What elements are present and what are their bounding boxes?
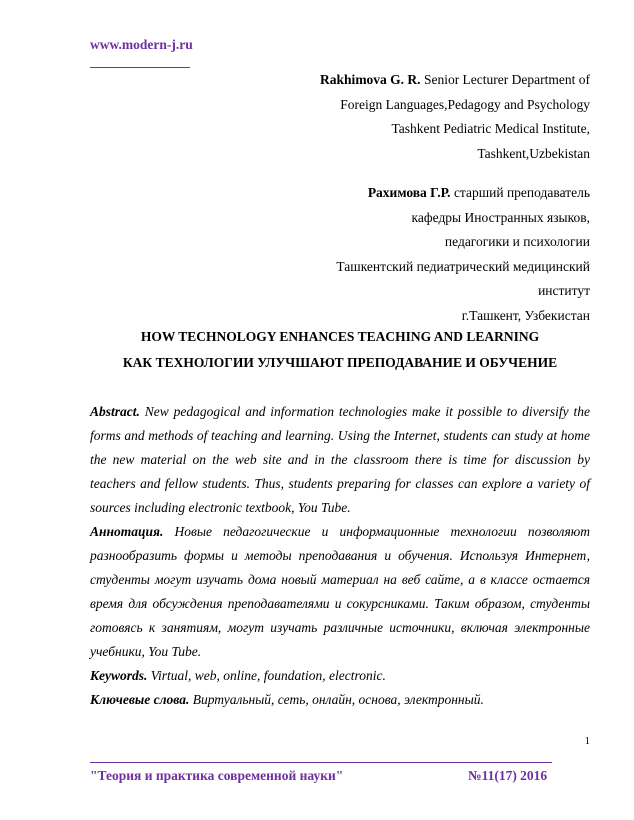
- affiliation-en-line1: [320, 68, 590, 93]
- abstract-ru: [90, 520, 590, 664]
- affiliation-ru-line6: г.Ташкент, Узбекистан: [461, 307, 590, 323]
- affiliation-ru-line2: кафедры Иностранных языков,: [411, 209, 590, 225]
- author-name-ru: Рахимова Г.Р.: [367, 185, 451, 200]
- page-number: 1: [584, 736, 590, 747]
- affiliation-en: [320, 68, 590, 166]
- site-url[interactable]: www.modern-j.ru: [90, 37, 193, 52]
- abstract-en-text: New pedagogical and information technologies make it possible to diversify the forms and methods of teaching and learning. Using the Internet, students can study at home the new material on the web site and in the classroom there is time for discussion by teachers and fellow students. Thus, students preparing for classes can explore a variety of sources including electronic textbook, You Tube.: [90, 404, 590, 515]
- keywords-en-text: Virtual, web, online, foundation, electronic.: [147, 668, 386, 683]
- abstract-ru-text: Новые педагогические и информационные технологии позволяют разнообразить формы и методы преподавания и обучения. Используя Интернет, студенты могут изучать дома новый материал на веб сайте, а в классе остается время для обсуждения преподавателями и сокурсниками. Таким образом, студенты готовясь к занятиям, могут изучать различные источники, включая электронные учебники, You Tube.: [90, 524, 590, 659]
- keywords-en-label: Keywords.: [90, 668, 148, 683]
- affiliation-ru: [336, 181, 590, 328]
- paper-title-en: HOW TECHNOLOGY ENHANCES TEACHING AND LEARNING: [140, 329, 540, 344]
- affiliation-en-line4: Tashkent,Uzbekistan: [477, 145, 590, 161]
- keywords-ru-text: Виртуальный, сеть, онлайн, основа, электронный.: [189, 692, 484, 707]
- author-name-en: Rakhimova G. R.: [320, 72, 421, 87]
- affiliation-ru-line5: институт: [538, 283, 590, 298]
- abstract-ru-label: Аннотация.: [90, 524, 164, 539]
- footer-rule: [90, 762, 552, 763]
- abstract-en-label: Abstract.: [90, 404, 140, 419]
- abstract-block: [90, 400, 590, 712]
- footer-journal-name: "Теория и практика современной науки": [90, 768, 344, 783]
- affiliation-ru-line4: Ташкентский педиатрический медицинский: [336, 258, 590, 274]
- paper-title-ru: КАК ТЕХНОЛОГИИ УЛУЧШАЮТ ПРЕПОДАВАНИЕ И ОБУЧЕНИЕ: [122, 355, 558, 370]
- author-position-ru: старший преподаватель: [450, 185, 590, 200]
- keywords-en: [90, 664, 590, 688]
- affiliation-en-line3: Tashkent Pediatric Medical Institute,: [391, 121, 590, 136]
- affiliation-en-line2: Foreign Languages,Pedagogy and Psychology: [340, 96, 590, 112]
- author-position-en: Senior Lecturer: [420, 72, 509, 87]
- affiliation-ru-line1: [336, 181, 590, 206]
- footer-issue: №11(17) 2016: [468, 768, 548, 783]
- affiliation-ru-line3: педагогики и психологии: [444, 234, 590, 249]
- abstract-en: [90, 400, 590, 520]
- keywords-ru: [90, 688, 590, 712]
- keywords-ru-label: Ключевые слова.: [90, 692, 190, 707]
- affiliation-en-dept: Department of: [508, 72, 590, 87]
- header-underline: [90, 67, 190, 68]
